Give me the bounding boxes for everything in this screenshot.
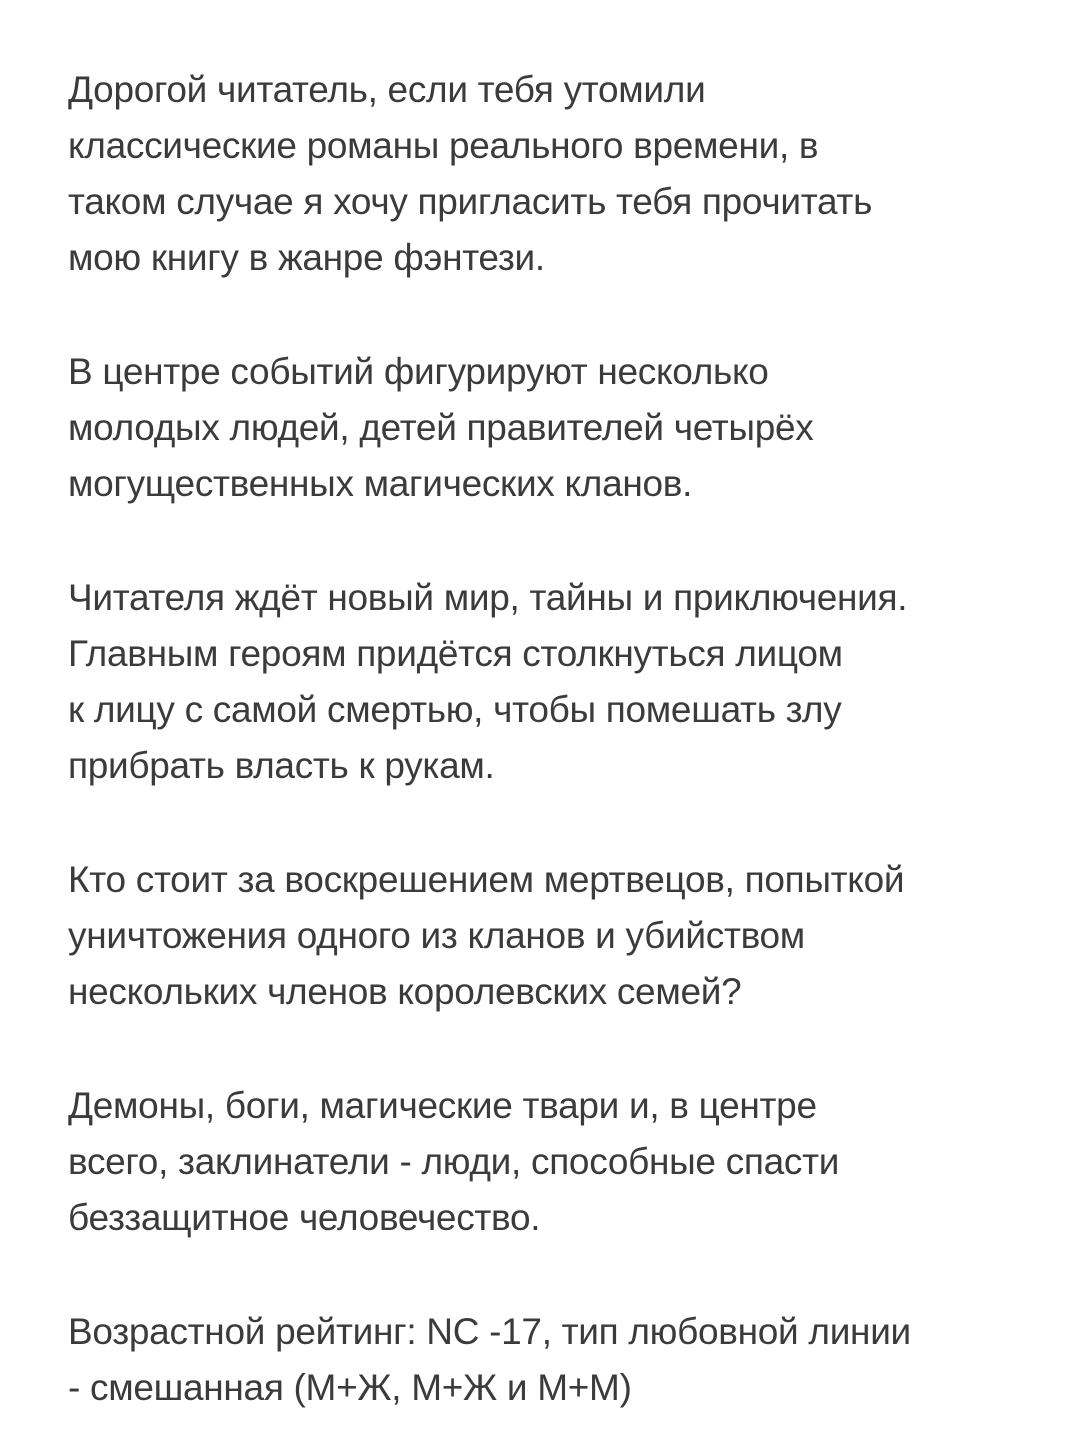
text-line: Кто стоит за воскрешением мертвецов, попыткой [68,859,905,900]
paragraph-invitation [68,62,1040,286]
paragraph-world [68,1078,1040,1246]
text-line: всего, заклинатели - люди, способные спасти [68,1141,840,1182]
paragraph-age-rating [68,1304,1040,1416]
text-line: мою книгу в жанре фэнтези. [68,237,545,278]
text-line: классические романы реального времени, в [68,125,819,166]
text-line: уничтожения одного из кланов и убийством [68,915,805,956]
text-line: беззащитное человечество. [68,1197,541,1238]
text-line: Дорогой читатель, если тебя утомили [68,69,706,110]
text-line: Читателя ждёт новый мир, тайны и приключения. [68,577,908,618]
text-line: могущественных магических кланов. [68,463,693,504]
text-line: к лицу с самой смертью, чтобы помешать злу [68,689,842,730]
paragraph-characters [68,344,1040,512]
text-line: прибрать власть к рукам. [68,745,495,786]
paragraph-adventure [68,570,1040,794]
text-line: Демоны, боги, магические твари и, в центре [68,1085,817,1126]
text-line: молодых людей, детей правителей четырёх [68,407,814,448]
text-line: В центре событий фигурируют несколько [68,351,769,392]
text-line: таком случае я хочу пригласить тебя прочитать [68,181,873,222]
text-line: Главным героям придётся столкнуться лицом [68,633,843,674]
text-line: - смешанная (М+Ж, М+Ж и М+М) [68,1367,632,1408]
text-line: нескольких членов королевских семей? [68,971,742,1012]
text-line: Возрастной рейтинг: NC -17, тип любовной линии [68,1311,911,1352]
paragraph-mystery-question [68,852,1040,1020]
